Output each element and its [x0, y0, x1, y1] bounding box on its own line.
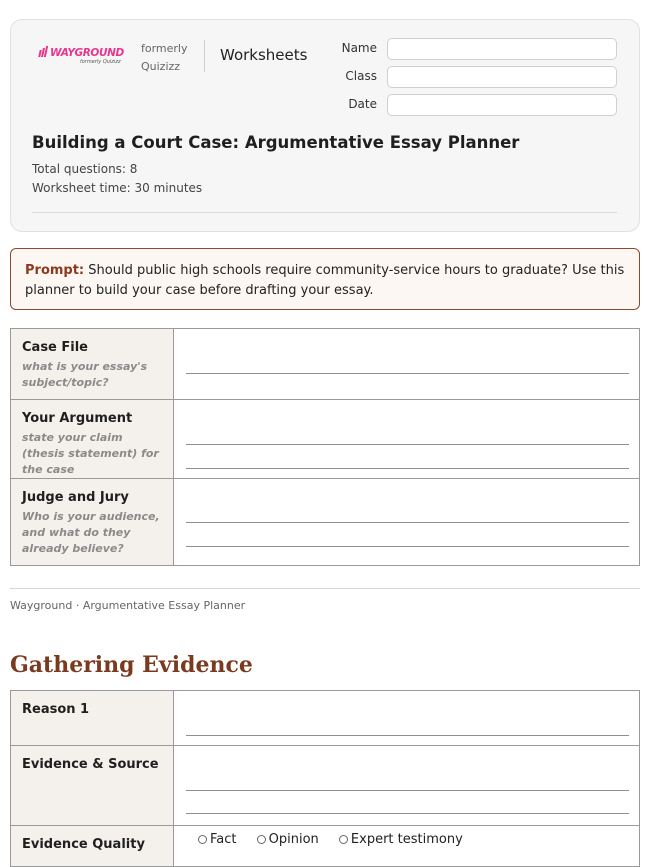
case-planner-table — [10, 328, 640, 566]
your-argument-title: Your Argument — [22, 411, 133, 426]
date-field[interactable] — [387, 94, 617, 116]
logo-bars-icon — [39, 46, 48, 60]
radio-circle-icon — [339, 835, 348, 844]
reason-1-row — [11, 691, 639, 746]
logo-subtext: formerly Quizizz — [80, 59, 121, 65]
row-label-cell — [11, 400, 174, 478]
section-heading: Gathering Evidence — [10, 652, 253, 678]
page-footer: Wayground · Argumentative Essay Planner — [10, 599, 246, 612]
evidence-source-title: Evidence & Source — [22, 757, 159, 772]
reason-1-answer-line[interactable] — [186, 735, 629, 736]
total-questions: Total questions: 8 — [32, 162, 138, 176]
judge-and-jury-row — [11, 479, 639, 565]
header-divider — [204, 40, 205, 72]
worksheet-time: Worksheet time: 30 minutes — [32, 181, 203, 195]
evidence-source-answer-line[interactable] — [186, 813, 629, 814]
worksheet-header — [10, 19, 640, 232]
name-label: Name — [341, 41, 377, 55]
row-label-cell — [11, 826, 174, 866]
row-label-cell — [11, 746, 174, 825]
case-file-row — [11, 329, 639, 400]
name-field[interactable] — [387, 38, 617, 60]
formerly-quizizz-label: formerly Quizizz — [141, 42, 188, 73]
case-file-answer-line[interactable] — [186, 373, 629, 374]
evidence-quality-row — [11, 826, 639, 866]
row-label-cell — [11, 329, 174, 399]
worksheets-title: Worksheets — [220, 46, 308, 64]
evidence-source-row — [11, 746, 639, 826]
footer-rule — [10, 588, 640, 589]
row-label-cell — [11, 479, 174, 565]
option-expert-testimony[interactable]: Expert testimony — [339, 832, 463, 847]
worksheet-title: Building a Court Case: Argumentative Essay Planner — [32, 133, 520, 152]
class-label: Class — [345, 69, 377, 83]
radio-circle-icon — [198, 835, 207, 844]
prompt-label: Prompt: — [25, 263, 85, 278]
evidence-quality-options — [198, 832, 479, 847]
judge-and-jury-answer-line[interactable] — [186, 522, 629, 523]
option-opinion[interactable]: Opinion — [257, 832, 319, 847]
prompt-text: Should public high schools require community-service hours to graduate? Use this planner to build your case before drafting your essay. — [25, 263, 625, 298]
case-file-hint: what is your essay's subject/topic? — [22, 360, 148, 389]
your-argument-hint: state your claim (thesis statement) for the case — [22, 431, 159, 476]
date-label: Date — [348, 97, 377, 111]
evidence-source-answer-line[interactable] — [186, 790, 629, 791]
your-argument-answer-line[interactable] — [186, 444, 629, 445]
evidence-quality-title: Evidence Quality — [22, 837, 145, 852]
case-file-title: Case File — [22, 340, 89, 355]
your-argument-answer-line[interactable] — [186, 468, 629, 469]
row-label-cell — [11, 691, 174, 745]
judge-and-jury-hint: Who is your audience, and what do they already believe? — [22, 510, 160, 555]
evidence-table — [10, 690, 640, 867]
header-rule — [32, 212, 617, 213]
reason-1-title: Reason 1 — [22, 702, 90, 717]
radio-circle-icon — [257, 835, 266, 844]
judge-and-jury-answer-line[interactable] — [186, 546, 629, 547]
class-field[interactable] — [387, 66, 617, 88]
option-fact[interactable]: Fact — [198, 832, 237, 847]
judge-and-jury-title: Judge and Jury — [22, 490, 129, 505]
your-argument-row — [11, 400, 639, 479]
wayground-logo: WAYGROUND formerly Quizizz — [39, 46, 127, 68]
prompt-box — [10, 248, 640, 310]
